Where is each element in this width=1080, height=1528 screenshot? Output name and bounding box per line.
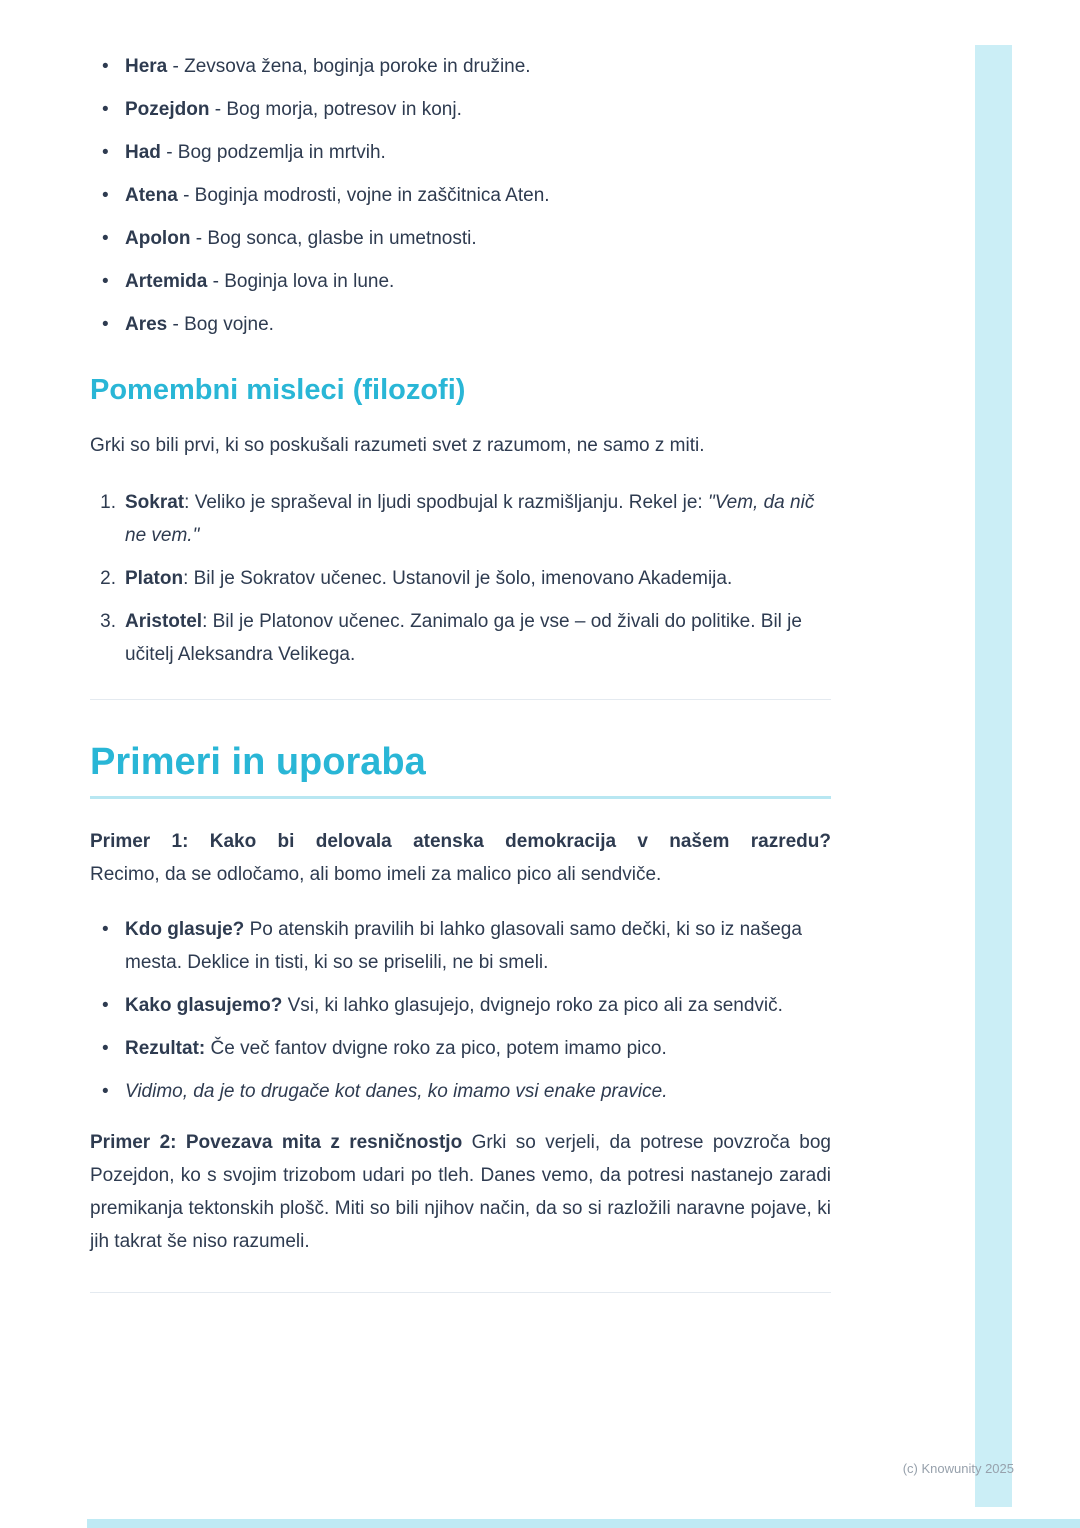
right-accent-bar bbox=[975, 45, 1012, 1507]
list-item-rule bbox=[90, 1032, 831, 1065]
philosopher-name: Platon bbox=[125, 568, 184, 589]
example-1-list bbox=[90, 913, 831, 1108]
list-number: 3. bbox=[100, 611, 116, 632]
list-number: 1. bbox=[100, 492, 116, 513]
example-1 bbox=[90, 825, 831, 891]
god-name: Atena bbox=[125, 185, 178, 206]
list-item-rule bbox=[90, 989, 831, 1022]
title-underline bbox=[90, 796, 831, 799]
philosopher-name: Sokrat bbox=[125, 492, 185, 513]
god-description: - Bog sonca, glasbe in umetnosti. bbox=[195, 228, 477, 249]
copyright-notice: (c) Knowunity 2025 bbox=[902, 1461, 1014, 1476]
philosopher-description: : Bil je Platonov učenec. Zanimalo ga je vse – od živali do politike. Bil je učitelj Aleksandra Velikega. bbox=[125, 611, 802, 665]
example-2-text: Grki so verjeli, da potrese povzroča bog Pozejdon, ko s svojim trizobom udari po tleh. Danes vemo, da potresi nastanejo zaradi premikanja tektonskih plošč. Miti so bili njihov način, da so si razložili naravne pojave, ki jih takrat še niso razumeli. bbox=[90, 1132, 831, 1252]
list-item-god bbox=[90, 50, 831, 83]
document-page bbox=[90, 44, 831, 1293]
list-item-god bbox=[90, 93, 831, 126]
list-item-philosopher bbox=[90, 562, 831, 595]
philosophers-intro: Grki so bili prvi, ki so poskušali razumeti svet z razumom, ne samo z miti. bbox=[90, 435, 705, 456]
god-name: Pozejdon bbox=[125, 99, 210, 120]
list-item-god bbox=[90, 308, 831, 341]
god-description: - Bog podzemlja in mrtvih. bbox=[166, 142, 386, 163]
list-item-god bbox=[90, 265, 831, 298]
rule-term: Rezultat: bbox=[125, 1038, 206, 1059]
god-description: - Bog vojne. bbox=[172, 314, 274, 335]
god-name: Hera bbox=[125, 56, 168, 77]
example-1-text: Recimo, da se odločamo, ali bomo imeli za malico pico ali sendviče. bbox=[90, 864, 662, 885]
philosopher-quote: "Vem, da nič ne vem." bbox=[125, 492, 815, 546]
rule-description: Če več fantov dvigne roko za pico, potem imamo pico. bbox=[210, 1038, 667, 1059]
god-name: Apolon bbox=[125, 228, 191, 249]
list-item-note bbox=[90, 1075, 831, 1108]
god-name: Artemida bbox=[125, 271, 208, 292]
example-2-heading: Primer 2: Povezava mita z resničnostjo bbox=[90, 1132, 463, 1153]
list-item-philosopher bbox=[90, 605, 831, 671]
section-divider bbox=[90, 699, 831, 700]
god-description: - Boginja modrosti, vojne in zaščitnica Aten. bbox=[183, 185, 550, 206]
god-description: - Boginja lova in lune. bbox=[212, 271, 395, 292]
god-name: Had bbox=[125, 142, 161, 163]
list-item-rule bbox=[90, 913, 831, 979]
god-description: - Bog morja, potresov in konj. bbox=[214, 99, 462, 120]
section-title-examples: Primeri in uporaba bbox=[90, 741, 426, 783]
list-number: 2. bbox=[100, 568, 116, 589]
list-item-god bbox=[90, 136, 831, 169]
bottom-accent-bar bbox=[87, 1519, 1080, 1528]
section-title-philosophers: Pomembni misleci (filozofi) bbox=[90, 374, 466, 406]
list-item-god bbox=[90, 222, 831, 255]
rule-term: Kako glasujemo? bbox=[125, 995, 283, 1016]
note-text: Vidimo, da je to drugače kot danes, ko imamo vsi enake pravice. bbox=[125, 1081, 668, 1102]
philosopher-description: : Veliko je spraševal in ljudi spodbujal k razmišljanju. Rekel je: bbox=[184, 492, 703, 513]
philosophers-list bbox=[90, 486, 831, 671]
gods-list bbox=[90, 50, 831, 341]
list-item-god bbox=[90, 179, 831, 212]
philosopher-name: Aristotel bbox=[125, 611, 203, 632]
section-divider bbox=[90, 1292, 831, 1293]
god-description: - Zevsova žena, boginja poroke in družine. bbox=[172, 56, 531, 77]
rule-description: Vsi, ki lahko glasujejo, dvignejo roko za pico ali za sendvič. bbox=[287, 995, 783, 1016]
rule-term: Kdo glasuje? bbox=[125, 919, 245, 940]
rule-description: Po atenskih pravilih bi lahko glasovali samo dečki, ki so iz našega mesta. Deklice in tisti, ki so se priselili, ne bi smeli. bbox=[125, 919, 802, 973]
god-name: Ares bbox=[125, 314, 168, 335]
philosopher-description: : Bil je Sokratov učenec. Ustanovil je šolo, imenovano Akademija. bbox=[183, 568, 733, 589]
example-1-heading: Primer 1: Kako bi delovala atenska demokracija v našem razredu? bbox=[90, 831, 831, 852]
example-2 bbox=[90, 1126, 831, 1258]
list-item-philosopher bbox=[90, 486, 831, 552]
